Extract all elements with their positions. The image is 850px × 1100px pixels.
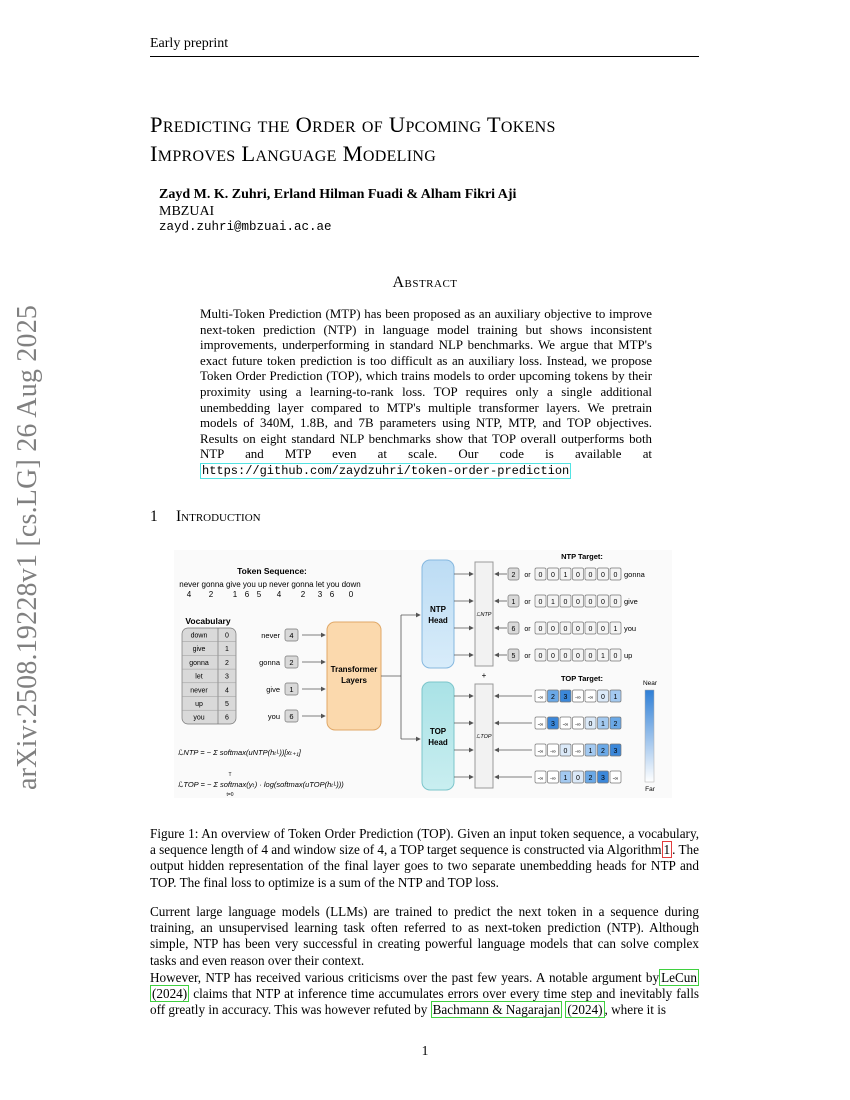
input-tokens: [259, 629, 325, 722]
affiliation: MBZUAI: [159, 204, 215, 219]
top-head: [422, 682, 454, 790]
top-target-value: 3: [613, 748, 618, 755]
top-target-value: -∞: [587, 695, 594, 701]
top-target-value: -∞: [575, 722, 581, 728]
token-seq-text: never gonna give you up never gonna let you down: [179, 580, 361, 589]
ntp-target-word: gonna: [624, 570, 645, 579]
title-line-1: Predicting the Order of Upcoming Tokens: [150, 112, 556, 137]
token-seq-id: 0: [348, 590, 354, 599]
input-id: 4: [289, 631, 294, 640]
ntp-loss-label: ℒNTP: [476, 612, 492, 618]
token-seq-id: 4: [276, 590, 282, 599]
token-seq-id: 2: [300, 590, 306, 599]
ntp-target-word: you: [624, 624, 637, 633]
vocab-id: 4: [225, 687, 229, 695]
top-target-value: -∞: [575, 695, 581, 701]
input-id: 6: [289, 712, 294, 721]
vocab-word: up: [195, 701, 203, 708]
vocab-word: let: [195, 673, 203, 681]
citation-bachmann-year[interactable]: (2024): [567, 1002, 603, 1018]
or-label: or: [524, 653, 531, 660]
or-label: or: [524, 572, 531, 579]
token-seq-id: 1: [232, 590, 238, 599]
top-target-value: -∞: [537, 722, 544, 728]
near-label: Near: [642, 680, 658, 687]
section-number: 1: [150, 508, 158, 525]
email[interactable]: zayd.zuhri@mbzuai.ac.ae: [159, 220, 332, 234]
onehot-value: 0: [551, 653, 555, 660]
vocab-word: down: [190, 632, 208, 640]
plus-sign: +: [481, 671, 487, 680]
onehot-value: 1: [613, 626, 618, 633]
figure-caption: [150, 826, 699, 891]
head-arrows: [454, 574, 473, 777]
top-target-value: 0: [588, 721, 593, 728]
top-target-value: 2: [613, 721, 618, 728]
near-far-gradient: [645, 690, 654, 782]
top-target-value: 1: [563, 775, 568, 782]
vocab-id: 1: [225, 646, 229, 654]
vocab-word: never: [190, 687, 208, 695]
onehot-value: 0: [613, 599, 618, 606]
vocab-word: give: [192, 646, 206, 654]
or-label: or: [524, 626, 531, 633]
ntp-target-id: 2: [511, 572, 516, 579]
onehot-value: 0: [563, 653, 568, 660]
equation-top-lower: t=0: [226, 792, 234, 798]
onehot-value: 0: [588, 599, 593, 606]
token-seq-id: 5: [256, 590, 262, 599]
ntp-head-label-1: NTP: [430, 605, 446, 614]
top-target-value: -∞: [575, 749, 581, 755]
top-target-title: TOP Target:: [560, 674, 604, 683]
onehot-value: 0: [601, 599, 605, 606]
paragraph-1: Current large language models (LLMs) are trained to predict the next token in a sequence during training, an unsupervised learning task often referred to as next-token prediction (NTP). Although simple, NTP has been very successful in creating powerful language models that can solve complex tasks and even reason over their context.: [150, 904, 699, 968]
transformer-label-1: Transformer: [330, 665, 378, 674]
onehot-value: 0: [613, 653, 618, 660]
vocab-id: 6: [225, 714, 229, 722]
top-target-value: -∞: [537, 749, 544, 755]
vocab-table: [182, 628, 236, 724]
onehot-value: 0: [588, 626, 593, 633]
top-head-label-1: TOP: [429, 727, 447, 736]
top-loss-label: ℒTOP: [476, 734, 492, 740]
ntp-target-word: up: [624, 651, 633, 660]
ntp-target-title: NTP Target:: [561, 552, 603, 561]
code-link[interactable]: https://github.com/zaydzuhri/token-order-prediction: [202, 463, 570, 478]
para2-b: claims that NTP at inference time accumulates errors over every time step and inevitably falls off greatly in accuracy. This was however refuted by: [150, 986, 699, 1018]
header-rule: [150, 56, 699, 57]
token-seq-id: 3: [317, 590, 323, 599]
token-seq-id: 4: [186, 590, 192, 599]
onehot-value: 0: [576, 626, 580, 633]
abstract-body: [200, 307, 652, 480]
equation-top: ℒTOP = − Σ softmax(yₜ) · log(softmax(uTOP(hₜᴸ))): [178, 780, 344, 789]
top-target-value: 3: [563, 694, 568, 701]
top-target-value: 3: [551, 721, 555, 728]
onehot-value: 0: [588, 653, 593, 660]
input-word: you: [267, 712, 280, 721]
ntp-target-word: give: [624, 597, 638, 606]
ntp-target-id: 6: [511, 626, 516, 633]
onehot-value: 0: [551, 626, 555, 633]
top-target-value: 2: [588, 775, 593, 782]
top-target-value: 3: [601, 775, 605, 782]
figure-1: [174, 550, 672, 798]
top-target-value: 0: [601, 694, 605, 701]
vocab-word: gonna: [189, 659, 209, 667]
onehot-value: 1: [601, 653, 605, 660]
top-target-value: 1: [588, 748, 593, 755]
vocab-id: 2: [225, 659, 229, 667]
top-targets: [495, 690, 621, 783]
citation-bachmann[interactable]: Bachmann & Nagarajan: [432, 1002, 561, 1018]
onehot-value: 0: [538, 653, 543, 660]
input-id: 1: [289, 685, 294, 694]
equation-ntp: ℒNTP = − Σ softmax(uNTP(hₜᴸ))[xₜ₊₁]: [178, 748, 301, 757]
caption-after: . The output hidden representation of the final layer goes to two separate unembedding heads for NTP and TOP. The final loss to optimize is a sum of the NTP and TOP loss.: [150, 842, 700, 890]
onehot-value: 0: [538, 572, 543, 579]
token-seq-title: Token Sequence:: [237, 566, 307, 576]
vocab-word: you: [193, 714, 205, 722]
onehot-value: 1: [563, 572, 568, 579]
top-target-value: 1: [601, 721, 605, 728]
vocab-id: 3: [225, 673, 229, 681]
input-id: 2: [289, 658, 294, 667]
paper-title: [150, 110, 556, 168]
or-label: or: [524, 599, 531, 606]
running-header: Early preprint: [150, 36, 229, 51]
token-seq-ids: [187, 590, 354, 599]
top-target-value: -∞: [562, 722, 569, 728]
input-word: gonna: [259, 658, 280, 667]
top-target-value: -∞: [612, 776, 619, 782]
onehot-value: 0: [613, 572, 618, 579]
equation-top-upper: T: [228, 772, 232, 778]
figure-1-diagram: [174, 550, 672, 798]
top-target-value: -∞: [537, 776, 544, 782]
token-seq-id: 2: [208, 590, 214, 599]
top-target-value: 0: [563, 748, 568, 755]
top-target-value: 1: [613, 694, 618, 701]
vocab-title: Vocabulary: [185, 616, 231, 626]
onehot-value: 0: [563, 626, 568, 633]
section-heading: [150, 508, 261, 526]
token-seq-id: 6: [244, 590, 250, 599]
onehot-value: 0: [576, 653, 580, 660]
onehot-value: 0: [563, 599, 568, 606]
onehot-value: 0: [601, 626, 605, 633]
onehot-value: 0: [601, 572, 605, 579]
top-target-value: 2: [551, 694, 555, 701]
input-word: never: [261, 631, 280, 640]
authors: Zayd M. K. Zuhri, Erland Hilman Fuadi & Alham Fikri Aji: [159, 187, 517, 202]
top-head-label-2: Head: [428, 738, 448, 747]
citation-lecun[interactable]: LeCun: [661, 970, 697, 985]
page-number: 1: [421, 1043, 429, 1058]
abstract-text: Multi-Token Prediction (MTP) has been proposed as an auxiliary objective to improve next-token prediction (NTP) in language model training but shows inconsistent improvements, underperforming in standard NLP benchmarks. We argue that MTP's exact future token prediction is too difficult as an auxiliary loss. Instead, we propose Token Order Prediction (TOP), which trains models to order upcoming tokens by their proximity using a learning-to-rank loss. TOP requires only a single additional unembedding layer compared to MTP's multiple transformer layers. We pretrain models of 340M, 1.8B, and 7B parameters using NTP, MTP, and TOP objectives. Results on eight standard NLP benchmarks show that TOP overall outperforms both NTP and MTP even at scale. Our code is available at: [200, 307, 652, 462]
token-seq-id: 6: [329, 590, 335, 599]
onehot-value: 0: [588, 572, 593, 579]
onehot-value: 0: [576, 572, 580, 579]
onehot-value: 0: [551, 572, 555, 579]
vocab-id: 0: [225, 632, 229, 640]
transformer-label-2: Layers: [341, 676, 367, 685]
ntp-target-id: 5: [511, 653, 516, 660]
ntp-targets: [495, 568, 646, 661]
onehot-value: 0: [576, 599, 580, 606]
top-target-value: -∞: [550, 749, 556, 755]
onehot-value: 0: [538, 626, 543, 633]
ntp-head-label-2: Head: [428, 616, 448, 625]
ntp-head: [422, 560, 454, 668]
title-line-2: Improves Language Modeling: [150, 141, 437, 166]
paragraph-2: [150, 970, 699, 1019]
arxiv-side-label: arXiv:2508.19228v1 [cs.LG] 26 Aug 2025: [12, 304, 43, 790]
top-target-value: -∞: [550, 776, 556, 782]
para2-c: , where it is: [604, 1002, 667, 1018]
ntp-target-id: 1: [511, 599, 516, 606]
onehot-value: 1: [551, 599, 555, 606]
top-target-value: 0: [576, 775, 580, 782]
top-target-value: 2: [601, 748, 605, 755]
input-word: give: [266, 685, 280, 694]
para2-a: However, NTP has received various criticisms over the past few years. A notable argument by: [150, 970, 660, 985]
vocab-id: 5: [225, 701, 229, 708]
algorithm-ref[interactable]: 1: [663, 842, 671, 858]
caption-before: Figure 1: An overview of Token Order Prediction (TOP). Given an input token sequence, a vocabulary, a sequence length of 4 and window size of 4, a TOP target sequence is constructed via Algorithm: [150, 826, 699, 858]
abstract-heading: Abstract: [392, 274, 458, 291]
section-title: Introduction: [176, 508, 261, 525]
citation-lecun-year[interactable]: (2024): [152, 986, 188, 1002]
top-target-value: -∞: [537, 695, 544, 701]
far-label: Far: [645, 786, 655, 793]
onehot-value: 0: [538, 599, 543, 606]
